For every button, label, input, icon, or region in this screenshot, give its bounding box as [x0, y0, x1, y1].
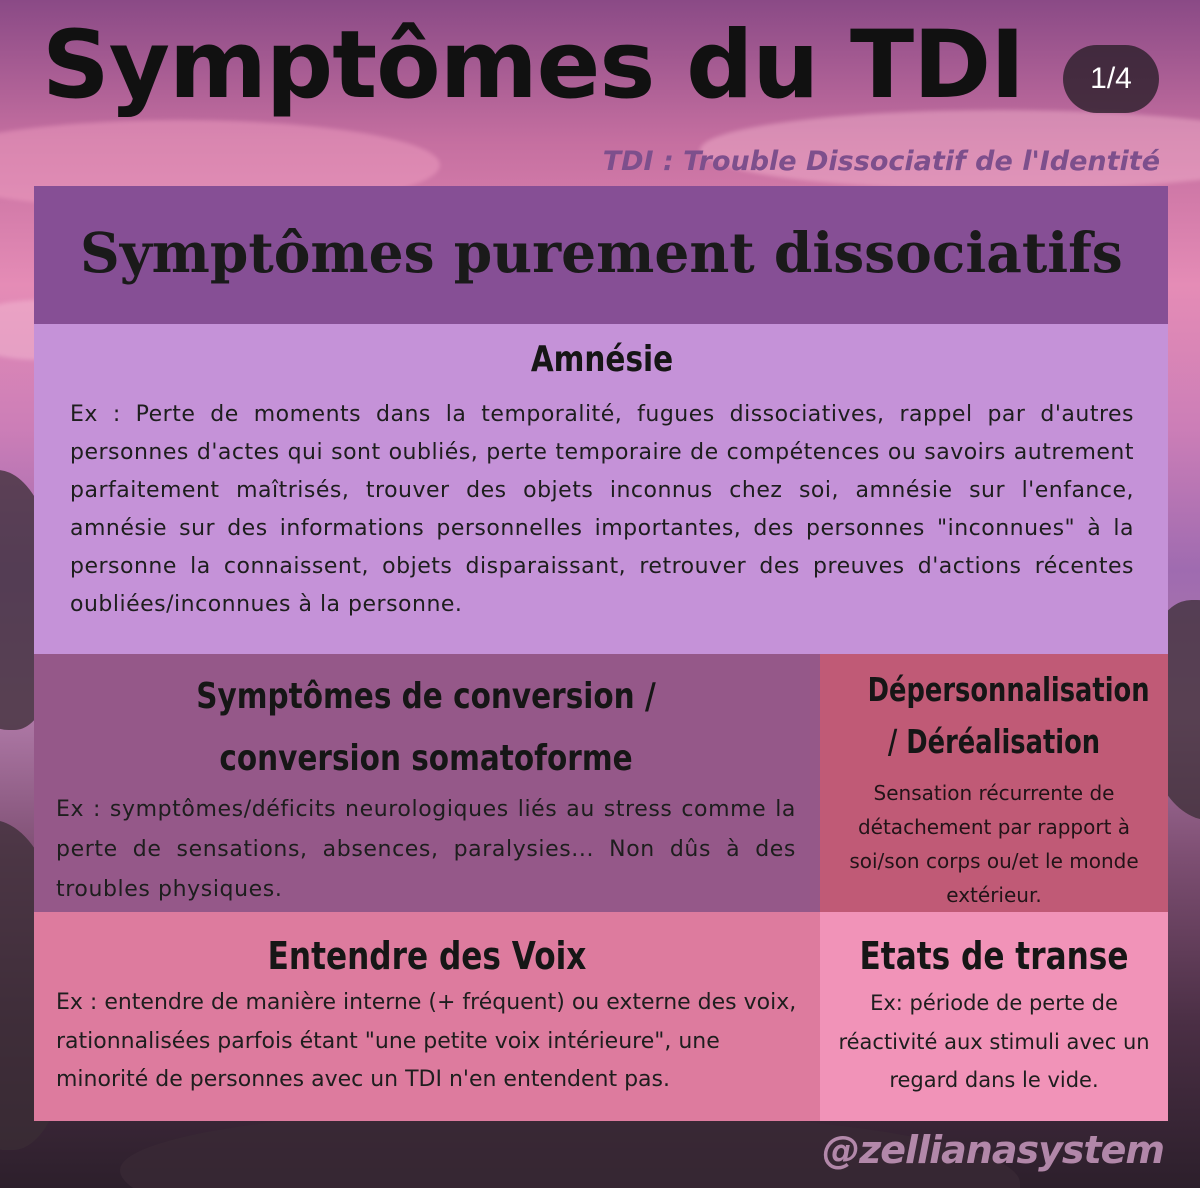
- subtitle: TDI : Trouble Dissociatif de l'Identité: [602, 146, 1160, 177]
- conversion-text: Ex : symptômes/déficits neurologiques liés au stress comme la perte de sensations, absences, paralysies... Non dûs à des troubles physiques.: [56, 797, 796, 902]
- voix-block: [34, 912, 820, 1121]
- amnesie-heading: Amnésie: [530, 339, 674, 380]
- amnesie-text: Ex : Perte de moments dans la temporalité, fugues dissociatives, rappel par d'autres personnes d'actes qui sont oubliés, perte temporaire de compétences ou savoirs autrement parfaitement maîtrisés, trouver des objets inconnus chez soi, amnésie sur l'enfance, amnésie sur des informations personnelles importantes, des personnes "inconnues" à la personne la connaissent, objets disparaissant, retrouver des preuves d'actions récentes oubliées/inconnues à la personne.: [70, 402, 1134, 617]
- main-heading-block: [34, 186, 1168, 324]
- conversion-block: [34, 654, 820, 912]
- depersonnalisation-block: [820, 654, 1168, 912]
- transe-block: [820, 912, 1168, 1121]
- voix-text: Ex : entendre de manière interne (+ fréquent) ou externe des voix, rationnalisées parfois étant "une petite voix intérieure", une minorité de personnes avec un TDI n'en entendent pas.: [56, 990, 797, 1092]
- amnesie-block: [34, 324, 1168, 654]
- voix-heading: Entendre des Voix: [267, 934, 587, 978]
- transe-heading: Etats de transe: [859, 934, 1129, 978]
- page-indicator: 1/4: [1063, 45, 1159, 113]
- transe-text: Ex: période de perte de réactivité aux stimuli avec un regard dans le vide.: [838, 991, 1150, 1092]
- watermark-handle: @zellianasystem: [822, 1128, 1164, 1172]
- page-title: Symptômes du TDI: [42, 11, 1025, 120]
- symptoms-card: [34, 186, 1168, 1121]
- depersonnalisation-text: Sensation récurrente de détachement par rapport à soi/son corps ou/et le monde extérieur.: [849, 781, 1139, 907]
- main-heading: Symptômes purement dissociatifs: [80, 220, 1123, 285]
- depersonnalisation-heading: Dépersonnalisation / Déréalisation: [867, 670, 1150, 761]
- conversion-heading: Symptômes de conversion / conversion somatoforme: [196, 676, 656, 779]
